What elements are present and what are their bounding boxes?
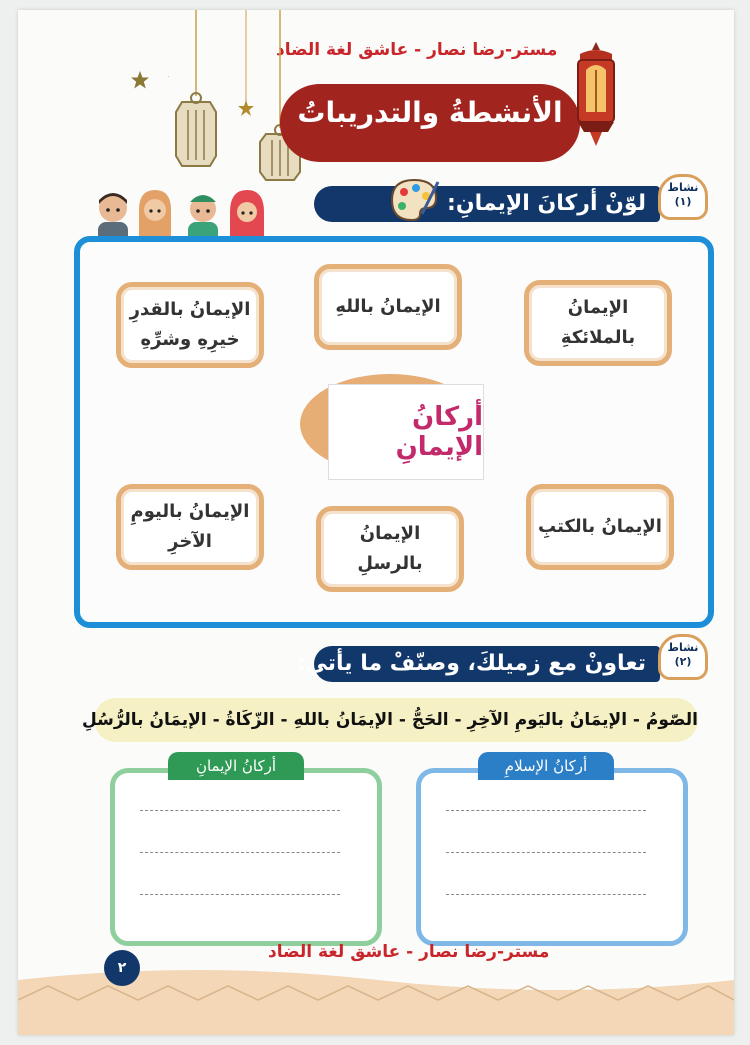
pillar-text-messengers: الإيمانُ بالرسلِ [357,523,423,574]
islam-pillars-answer-box [416,768,688,946]
pillar-box-last-day[interactable] [116,484,264,570]
activity1-instruction-bar [314,186,660,222]
page-title: الأنشطةُ والتدريباتُ [297,96,563,129]
pillar-box-books[interactable] [526,484,674,570]
center-label: أركانُ الإيمانِ [395,402,483,462]
pillar-box-qadar[interactable] [116,282,264,368]
word-bank: الصّومُ - الإيمَانُ باليَومِ الآخِرِ - الحَجُّ - الإيمَانُ باللهِ - الزّكَاةُ - الإيمَانُ بالرُّسُلِ [94,698,698,742]
faith-pillars-answer-box [110,768,382,946]
red-lantern-icon [566,40,626,150]
activity1-tag [658,174,708,220]
answer-line[interactable] [446,852,646,853]
activity2-instruction: تعاونْ مع زميلكَ، وصنّفْ ما يأتي: [296,651,646,676]
pillar-text-angels: الإيمانُ بالملائكةِ [560,297,636,348]
pillar-box-messengers[interactable] [316,506,464,592]
activity2-tag-label: نشاط [667,641,699,654]
islam-pillars-title: أركانُ الإسلامِ [478,752,614,780]
pillar-text-allah: الإيمانُ باللهِ [335,296,441,317]
answer-line[interactable] [446,810,646,811]
center-label-card [328,384,484,480]
activity1-tag-number: (١) [674,195,692,208]
activity2-instruction-bar [296,646,660,682]
faith-pillars-title: أركانُ الإيمانِ [168,752,304,780]
answer-line[interactable] [140,810,340,811]
answer-line[interactable] [140,894,340,895]
pillar-box-angels[interactable] [524,280,672,366]
author-credit-top: مستر-رضا نصار - عاشق لغة الضاد [276,40,558,60]
page-number: ٢ [117,960,127,976]
author-credit-bottom: مستر-رضا نصار - عاشق لغة الضاد [268,942,550,962]
pillar-text-books: الإيمانُ بالكتبِ [538,516,662,537]
activity2-tag-number: (٢) [674,655,692,668]
answer-line[interactable] [140,852,340,853]
star-icon [130,70,150,90]
palette-icon [388,176,440,222]
activity2-tag [658,634,708,680]
activity1-instruction: لوّنْ أركانَ الإيمانِ: [447,191,646,216]
pillar-text-qadar: الإيمانُ بالقدرِ خيرِهِ وشرِّهِ [129,299,251,350]
worksheet-page [18,10,734,1035]
page-number-badge [104,950,140,986]
pillar-box-allah[interactable] [314,264,462,350]
answer-line[interactable] [446,894,646,895]
pillar-text-last-day: الإيمانُ باليومِ الآخرِ [130,501,250,552]
activity1-tag-label: نشاط [667,181,699,194]
